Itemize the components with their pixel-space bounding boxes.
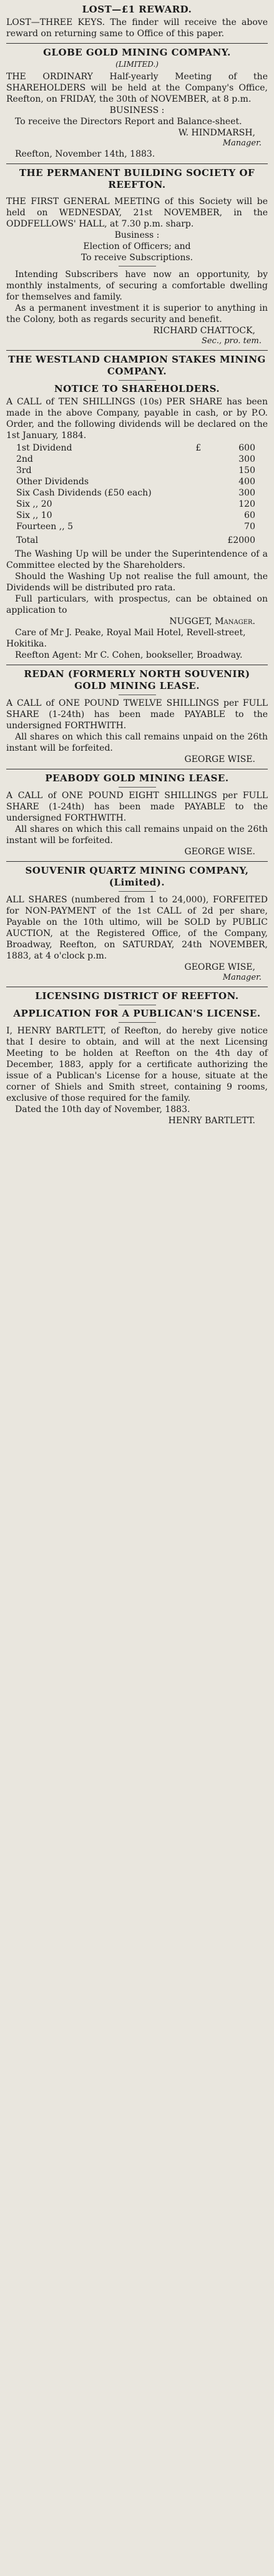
- ad-paragraph: Intending Subscribers have now an opportunity, by monthly instalments, of securing a comfortable dwelling for themselves and family.: [6, 270, 268, 302]
- ad-paragraph: The Washing Up will be under the Superintendence of a Committee elected by the Shareholders.: [6, 549, 268, 570]
- business-heading: Business :: [114, 230, 160, 240]
- signature: W. HINDMARSH,: [178, 128, 255, 138]
- dividend-label: Other Dividends: [16, 477, 89, 487]
- divider: [6, 163, 268, 164]
- signature: GEORGE WISE.: [184, 847, 255, 857]
- application-heading: APPLICATION FOR A PUBLICAN'S LICENSE.: [13, 1008, 261, 1019]
- globe-mining-ad: [6, 47, 268, 160]
- business-item: Election of Officers; and: [83, 242, 191, 251]
- dividend-currency: [170, 510, 202, 521]
- ad-subtitle: (LIMITED.): [115, 60, 159, 69]
- total-value: £2000: [227, 535, 255, 545]
- dividend-label: Fourteen ,, 5: [16, 522, 74, 532]
- dividend-amount: 400: [238, 477, 255, 487]
- building-society-ad: [6, 167, 268, 346]
- signature: GEORGE WISE.: [184, 754, 255, 764]
- dividend-amount: 300: [238, 454, 255, 464]
- dividends-table: [6, 442, 268, 546]
- dividend-label: Six ,, 20: [16, 499, 52, 509]
- dividend-amount: 300: [238, 488, 255, 498]
- total-row: [6, 532, 268, 546]
- peabody-mining-ad: [6, 773, 268, 857]
- ad-body: THE FIRST GENERAL MEETING of this Society will be held on WEDNESDAY, 21st NOVEMBER, in the ODDFELLOWS' HALL, at 7.30 p.m. sharp.: [6, 197, 268, 229]
- dividend-currency: [170, 476, 202, 487]
- ad-title: GLOBE GOLD MINING COMPANY.: [43, 47, 231, 58]
- dividend-row: [6, 442, 268, 454]
- ad-paragraph: All shares on which this call remains unpaid on the 26th instant will be forfeited.: [6, 732, 268, 753]
- agent-address: Care of Mr J. Peake, Royal Mail Hotel, Revell-street, Hokitika.: [6, 628, 246, 649]
- business-item: To receive Subscriptions.: [81, 253, 193, 263]
- ad-title: PEABODY GOLD MINING LEASE.: [45, 773, 229, 784]
- business-heading: BUSINESS :: [109, 105, 165, 115]
- ad-paragraph: All shares on which this call remains unpaid on the 26th instant will be forfeited.: [6, 824, 268, 846]
- divider: [6, 43, 268, 44]
- dividend-currency: [170, 487, 202, 499]
- signature-title: Manager.: [222, 139, 262, 148]
- ad-paragraph: Full particulars, with prospectus, can be obtained on application to: [6, 594, 268, 615]
- ad-body: THE ORDINARY Half-yearly Meeting of the SHAREHOLDERS will be held at the Company's Office, Reefton, on FRIDAY, the 30th of NOVEMBER, at 8 p.m.: [6, 72, 268, 104]
- westland-mining-ad: [6, 354, 268, 661]
- divider: [6, 861, 268, 862]
- signature-title: Manager.: [222, 973, 262, 982]
- ad-body: A CALL of TEN SHILLINGS (10s) PER SHARE has been made in the above Company, payable in cash, or by P.O. Order, and the following dividends will be declared on the 1st January, 1884.: [6, 397, 268, 441]
- licensing-ad: [6, 990, 268, 1126]
- dividend-label: Six ,, 10: [16, 510, 52, 520]
- lost-keys-ad: [6, 4, 268, 39]
- dividend-amount: 70: [244, 522, 255, 532]
- short-divider: [119, 1022, 156, 1023]
- dividend-currency: [170, 465, 202, 476]
- dividend-label: Six Cash Dividends (£50 each): [16, 488, 152, 498]
- dividend-row: [6, 454, 268, 465]
- dividend-row: [6, 510, 268, 521]
- total-label: Total: [16, 535, 39, 545]
- dividend-label: 2nd: [16, 454, 33, 464]
- signature-title: Sec., pro. tem.: [201, 336, 262, 346]
- dividend-currency: £: [195, 443, 202, 453]
- ad-body: A CALL of ONE POUND TWELVE SHILLINGS per FULL SHARE (1-24th) has been made PAYABLE to the undersigned FORTHWITH.: [6, 698, 268, 731]
- souvenir-mining-ad: [6, 865, 268, 983]
- ad-body: ALL SHARES (numbered from 1 to 24,000), FORFEITED for NON-PAYMENT of the 1st CALL of 2d per share, Payable on the 10th ultimo, will be SOLD by PUBLIC AUCTION, at the Registered Office, of the Company, Broadway, Reefton, on SATURDAY, 24th NOVEMBER, 1883, at 4 o'clock p.m.: [6, 895, 268, 961]
- dividend-currency: [170, 499, 202, 510]
- agent-address: Reefton Agent: Mr C. Cohen, bookseller, Broadway.: [15, 650, 243, 660]
- ad-title: SOUVENIR QUARTZ MINING COMPANY, (Limited).: [25, 865, 249, 888]
- short-divider: [119, 787, 156, 788]
- ad-title: THE WESTLAND CHAMPION STAKES MINING COMPANY.: [8, 354, 266, 377]
- dividend-row: [6, 499, 268, 510]
- ad-title: REDAN (FORMERLY NORTH SOUVENIR) GOLD MINING LEASE.: [24, 668, 250, 691]
- ad-paragraph: As a permanent investment it is superior to anything in the Colony, both as regards security and benefit.: [6, 303, 268, 324]
- signature: RICHARD CHATTOCK,: [153, 326, 255, 336]
- ad-paragraph: Should the Washing Up not realise the full amount, the Dividends will be distributed pro rata.: [6, 572, 268, 593]
- newspaper-page: [0, 0, 274, 1126]
- dividend-row: [6, 476, 268, 487]
- dividend-amount: 150: [238, 466, 255, 476]
- signature: NUGGET, Manager.: [169, 617, 255, 627]
- ad-body: LOST—THREE KEYS. The finder will receive the above reward on returning same to Office of this paper.: [6, 17, 268, 39]
- ad-body: I, HENRY BARTLETT, of Reefton, do hereby give notice that I desire to obtain, and will at the next Licensing Meeting to be holden at Reefton on the 4th day of December, 1883, apply for a certificate authorizing the issue of a Publican's License for a house, situate at the corner of Shiels and Smith street, containing 9 rooms, exclusive of those required for the family.: [6, 1026, 268, 1103]
- short-divider: [119, 891, 156, 892]
- dividend-amount: 600: [238, 443, 255, 453]
- redan-mining-ad: [6, 668, 268, 765]
- dividend-currency: [170, 521, 202, 532]
- ad-body: A CALL of ONE POUND EIGHT SHILLINGS per FULL SHARE (1-24th) has been made PAYABLE to the undersigned FORTHWITH.: [6, 791, 268, 823]
- signature: HENRY BARTLETT.: [168, 1116, 255, 1126]
- ad-title: LOST—£1 REWARD.: [82, 4, 192, 15]
- dateline: Dated the 10th day of November, 1883.: [15, 1105, 190, 1115]
- business-item: To receive the Directors Report and Balance-sheet.: [15, 117, 242, 127]
- dividend-label: 3rd: [16, 466, 32, 476]
- notice-heading: NOTICE TO SHAREHOLDERS.: [54, 383, 220, 394]
- dividend-row: [6, 521, 268, 532]
- dividend-row: [6, 465, 268, 476]
- dividend-row: [6, 487, 268, 499]
- short-divider: [119, 380, 156, 381]
- ad-title: LICENSING DISTRICT OF REEFTON.: [35, 990, 239, 1002]
- dividend-amount: 60: [244, 510, 255, 520]
- divider: [6, 350, 268, 351]
- dividend-currency: [170, 454, 202, 465]
- dividend-amount: 120: [238, 499, 255, 509]
- signature: GEORGE WISE,: [184, 962, 255, 972]
- ad-title: THE PERMANENT BUILDING SOCIETY OF REEFTON.: [19, 167, 255, 190]
- dividend-label: 1st Dividend: [16, 443, 72, 453]
- dateline: Reefton, November 14th, 1883.: [15, 149, 155, 159]
